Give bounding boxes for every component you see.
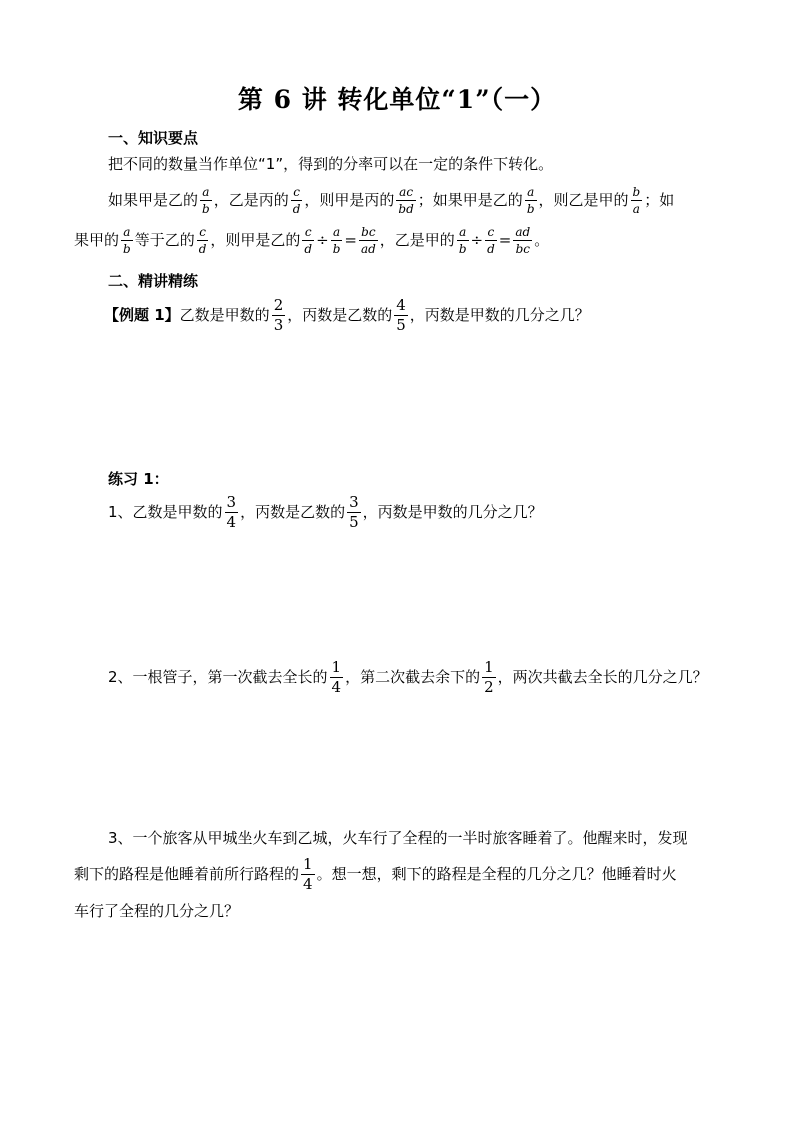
fraction: $\frac{c}{d}$: [304, 225, 313, 256]
fraction: $\frac{c}{d}$: [487, 225, 495, 256]
fraction: $\frac{2}{3}$: [273, 296, 284, 334]
fraction: $\frac{a}{b}$: [458, 225, 467, 256]
fraction: $\frac{a}{b}$: [123, 225, 131, 256]
page-title: 第 6 讲 转化单位“1”（一）: [237, 85, 557, 114]
section-heading-knowledge: 一、知识要点: [108, 129, 199, 147]
fraction: $\frac{bc}{ad}$: [360, 225, 376, 256]
fraction: $\frac{c}{d}$: [198, 225, 207, 256]
fraction: $\frac{a}{b}$: [202, 185, 210, 216]
knowledge-rule-line-1: 如果甲是乙的 $\frac{a}{b}$ ，乙是丙的 $\frac{c}{d}$ ，则甲是丙的 $\frac{ac}{bd}$ ；如果甲是乙的 $\frac{a}{b}$ ，则乙是甲的 $\frac{b}{a}$ ；如: [108, 185, 675, 216]
knowledge-paragraph: 把不同的数量当作单位“1”，得到的分率可以在一定的条件下转化。: [108, 155, 554, 173]
fraction: $\frac{c}{d}$: [292, 185, 301, 216]
practice-question-3-line-2: 剩下的路程是他睡着前所行路程的 $\frac{1}{4}$ 。想一想，剩下的路程是全程的几分之几？他睡着时火: [74, 855, 677, 893]
fraction: $\frac{1}{4}$: [303, 855, 313, 893]
fraction: $\frac{1}{4}$: [331, 658, 342, 696]
practice-heading: 练习 1：: [108, 470, 169, 488]
fraction: $\frac{a}{b}$: [526, 185, 535, 216]
fraction: $\frac{1}{2}$: [484, 658, 494, 696]
fraction: $\frac{a}{b}$: [332, 225, 341, 256]
fraction: $\frac{ac}{bd}$: [398, 185, 414, 216]
fraction: $\frac{4}{5}$: [396, 296, 406, 334]
practice-question-3-line-3: 车行了全程的几分之几？: [74, 902, 240, 920]
fraction: $\frac{3}{5}$: [349, 493, 359, 531]
practice-question-2: 2、一根管子，第一次截去全长的 $\frac{1}{4}$ ，第二次截去余下的 $\frac{1}{2}$ ，两次共截去全长的几分之几？: [108, 658, 708, 696]
practice-question-1: 1、乙数是甲数的 $\frac{3}{4}$ ，丙数是乙数的 $\frac{3}{5}$ ，丙数是甲数的几分之几？: [108, 493, 543, 531]
example-1: 【例题 1】乙数是甲数的 $\frac{2}{3}$ ，丙数是乙数的 $\frac{4}{5}$ ，丙数是甲数的几分之几？: [104, 296, 590, 334]
fraction: $\frac{3}{4}$: [226, 493, 237, 531]
fraction: $\frac{b}{a}$: [632, 185, 641, 216]
practice-question-3-line-1: 3、一个旅客从甲城坐火车到乙城，火车行了全程的一半时旅客睡着了。他醒来时，发现: [108, 829, 688, 847]
example-label: 【例题 1】: [104, 306, 180, 324]
fraction: $\frac{ad}{bc}$: [515, 225, 531, 256]
knowledge-rule-line-2: 果甲的 $\frac{a}{b}$ 等于乙的 $\frac{c}{d}$ ，则甲是乙的 $\frac{c}{d}$ ÷ $\frac{a}{b}$ = $\frac{bc}{ad}$ ，乙是甲的 $\frac{a}{b}$ ÷ $\frac{c}{d}$ = $\frac{ad}{bc}$ 。: [74, 225, 550, 256]
section-heading-practice: 二、精讲精练: [108, 272, 199, 290]
